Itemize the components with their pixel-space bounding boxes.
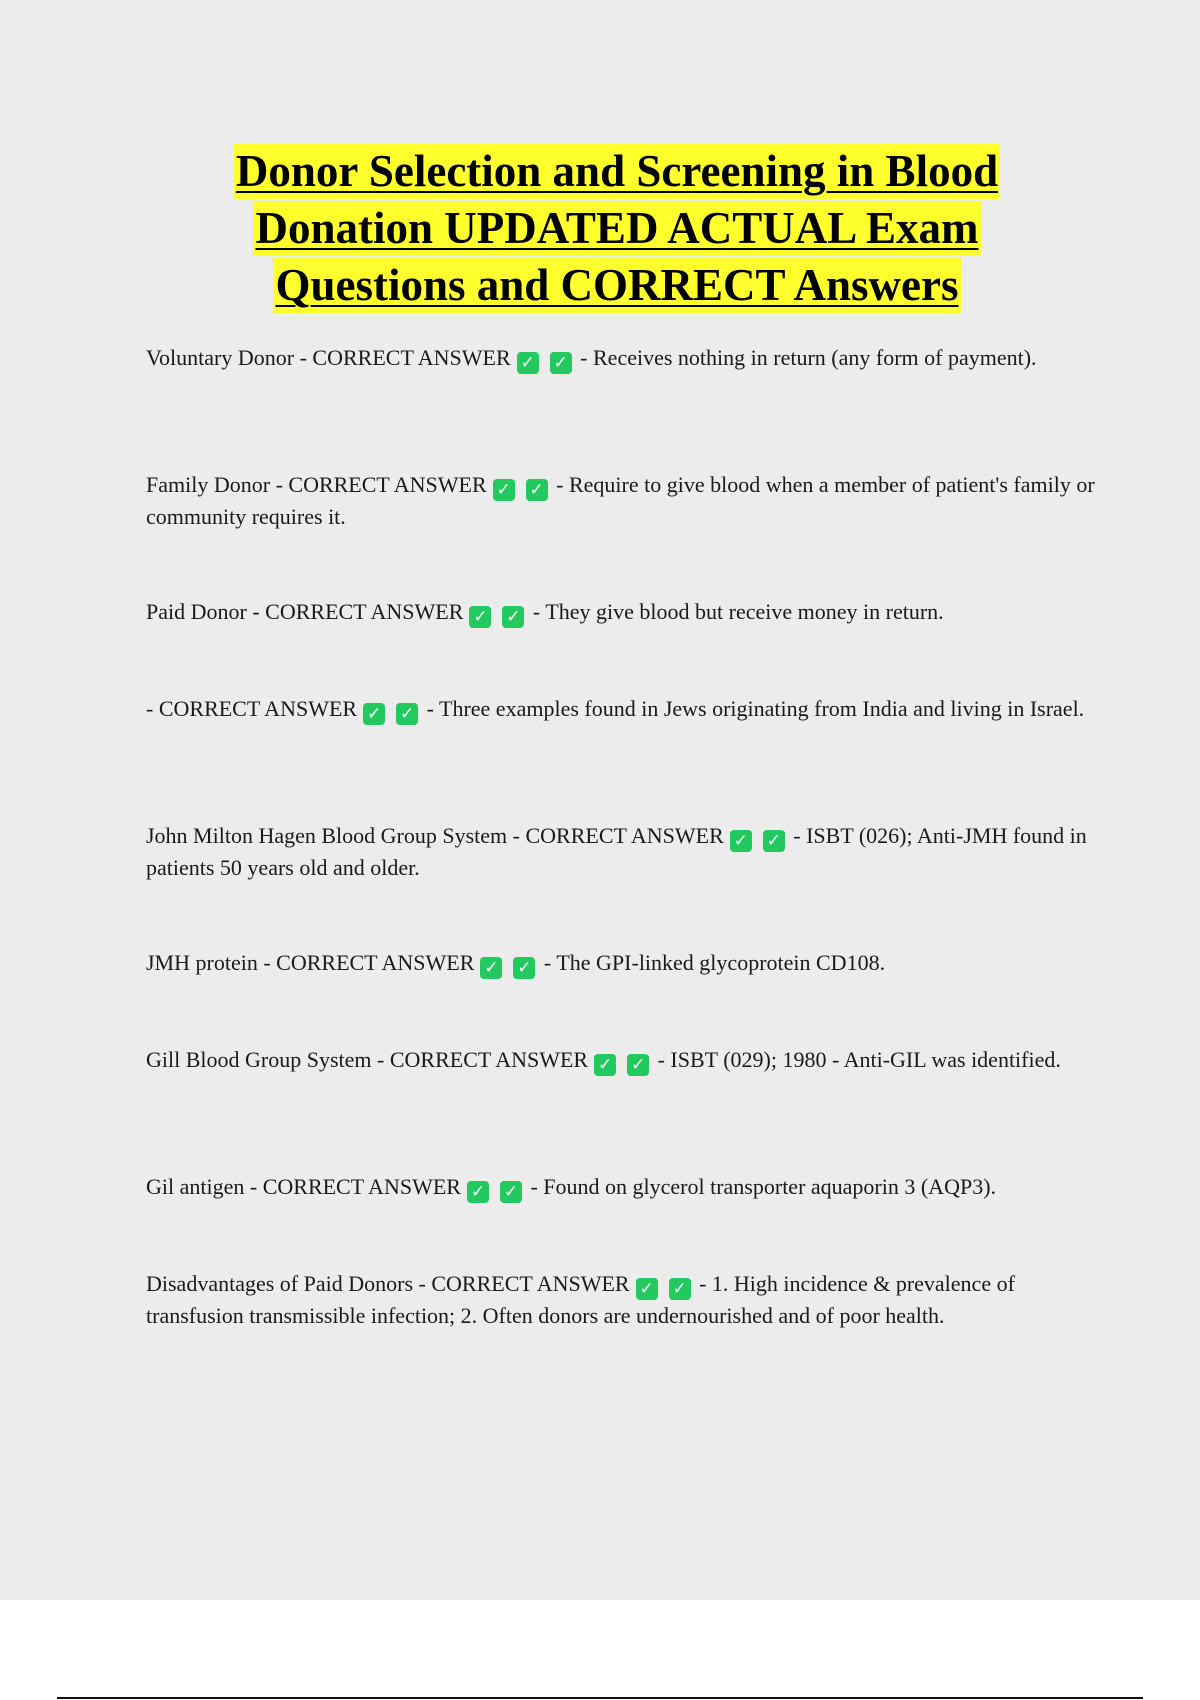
qa-separator: - bbox=[257, 950, 277, 975]
qa-answer: Receives nothing in return (any form of payment). bbox=[593, 345, 1037, 370]
correct-answer-label: CORRECT ANSWER bbox=[262, 1174, 461, 1199]
title-line-2: Donation UPDATED ACTUAL Exam bbox=[253, 201, 980, 256]
check-mark-icon: ✓ bbox=[502, 606, 524, 628]
qa-separator: - bbox=[294, 345, 313, 370]
qa-term: JMH protein bbox=[146, 950, 258, 975]
qa-term: John Milton Hagen Blood Group System bbox=[146, 823, 508, 848]
qa-separator: - bbox=[507, 823, 526, 848]
correct-answer-label: CORRECT ANSWER bbox=[288, 472, 487, 497]
check-mark-icon: ✓ bbox=[627, 1054, 649, 1076]
correct-answer-label: CORRECT ANSWER bbox=[158, 696, 358, 721]
check-mark-icon: ✓ bbox=[480, 957, 502, 979]
qa-answer: They give blood but receive money in return. bbox=[545, 599, 944, 624]
qa-separator: - bbox=[146, 696, 159, 721]
qa-term: Disadvantages of Paid Donors bbox=[146, 1271, 414, 1296]
qa-answer: ISBT (026); Anti-JMH found in patients 50 years old and older. bbox=[146, 823, 1087, 880]
check-mark-icon: ✓ bbox=[550, 352, 572, 374]
qa-item bbox=[146, 693, 1096, 725]
qa-separator: - bbox=[693, 1271, 712, 1296]
correct-answer-label: CORRECT ANSWER bbox=[265, 599, 464, 624]
check-mark-icon: ✓ bbox=[513, 957, 535, 979]
correct-answer-label: CORRECT ANSWER bbox=[312, 345, 511, 370]
check-mark-icon: ✓ bbox=[763, 830, 785, 852]
correct-answer-label: CORRECT ANSWER bbox=[276, 950, 475, 975]
qa-item bbox=[146, 1268, 1096, 1332]
check-mark-icon: ✓ bbox=[493, 479, 515, 501]
qa-term: Gil antigen bbox=[146, 1174, 245, 1199]
qa-answer: Three examples found in Jews originating from India and living in Israel. bbox=[439, 696, 1085, 721]
qa-answer: The GPI-linked glycoprotein CD108. bbox=[556, 950, 886, 975]
qa-term: Paid Donor bbox=[146, 599, 247, 624]
check-mark-icon: ✓ bbox=[669, 1278, 691, 1300]
qa-answer: 1. High incidence & prevalence of transfusion transmissible infection; 2. Often donors are undernourished and of poor health. bbox=[146, 1271, 1015, 1328]
qa-term: Gill Blood Group System bbox=[146, 1047, 372, 1072]
title-line-1: Donor Selection and Screening in Blood bbox=[234, 144, 1000, 199]
check-mark-icon: ✓ bbox=[500, 1181, 522, 1203]
qa-separator: - bbox=[527, 599, 546, 624]
qa-separator: - bbox=[244, 1174, 263, 1199]
qa-item bbox=[146, 947, 1096, 979]
qa-item bbox=[146, 1044, 1096, 1076]
check-mark-icon: ✓ bbox=[396, 703, 418, 725]
qa-separator: - bbox=[538, 950, 557, 975]
qa-term: Family Donor bbox=[146, 472, 271, 497]
qa-answer: Require to give blood when a member of patient's family or community requires it. bbox=[146, 472, 1095, 529]
qa-separator: - bbox=[421, 696, 440, 721]
correct-answer-label: CORRECT ANSWER bbox=[525, 823, 724, 848]
qa-separator: - bbox=[371, 1047, 390, 1072]
qa-item bbox=[146, 596, 1096, 628]
check-mark-icon: ✓ bbox=[636, 1278, 658, 1300]
qa-item bbox=[146, 1171, 1096, 1203]
document-title bbox=[0, 143, 1200, 314]
qa-separator: - bbox=[652, 1047, 671, 1072]
check-mark-icon: ✓ bbox=[730, 830, 752, 852]
correct-answer-label: CORRECT ANSWER bbox=[431, 1271, 630, 1296]
qa-answer: ISBT (029); 1980 - Anti-GIL was identified. bbox=[670, 1047, 1061, 1072]
qa-separator: - bbox=[270, 472, 289, 497]
check-mark-icon: ✓ bbox=[526, 479, 548, 501]
correct-answer-label: CORRECT ANSWER bbox=[389, 1047, 589, 1072]
qa-separator: - bbox=[413, 1271, 432, 1296]
qa-term: Voluntary Donor bbox=[146, 345, 295, 370]
qa-separator: - bbox=[787, 823, 807, 848]
qa-separator: - bbox=[550, 472, 569, 497]
title-line-3: Questions and CORRECT Answers bbox=[273, 258, 960, 313]
qa-item bbox=[146, 469, 1096, 533]
qa-item bbox=[146, 820, 1096, 884]
check-mark-icon: ✓ bbox=[467, 1181, 489, 1203]
check-mark-icon: ✓ bbox=[594, 1054, 616, 1076]
qa-separator: - bbox=[524, 1174, 544, 1199]
check-mark-icon: ✓ bbox=[469, 606, 491, 628]
qa-separator: - bbox=[574, 345, 593, 370]
qa-separator: - bbox=[246, 599, 266, 624]
qa-item bbox=[146, 342, 1096, 374]
qa-answer: Found on glycerol transporter aquaporin 3 (AQP3). bbox=[543, 1174, 997, 1199]
check-mark-icon: ✓ bbox=[517, 352, 539, 374]
check-mark-icon: ✓ bbox=[363, 703, 385, 725]
footer-rule bbox=[57, 1697, 1143, 1699]
